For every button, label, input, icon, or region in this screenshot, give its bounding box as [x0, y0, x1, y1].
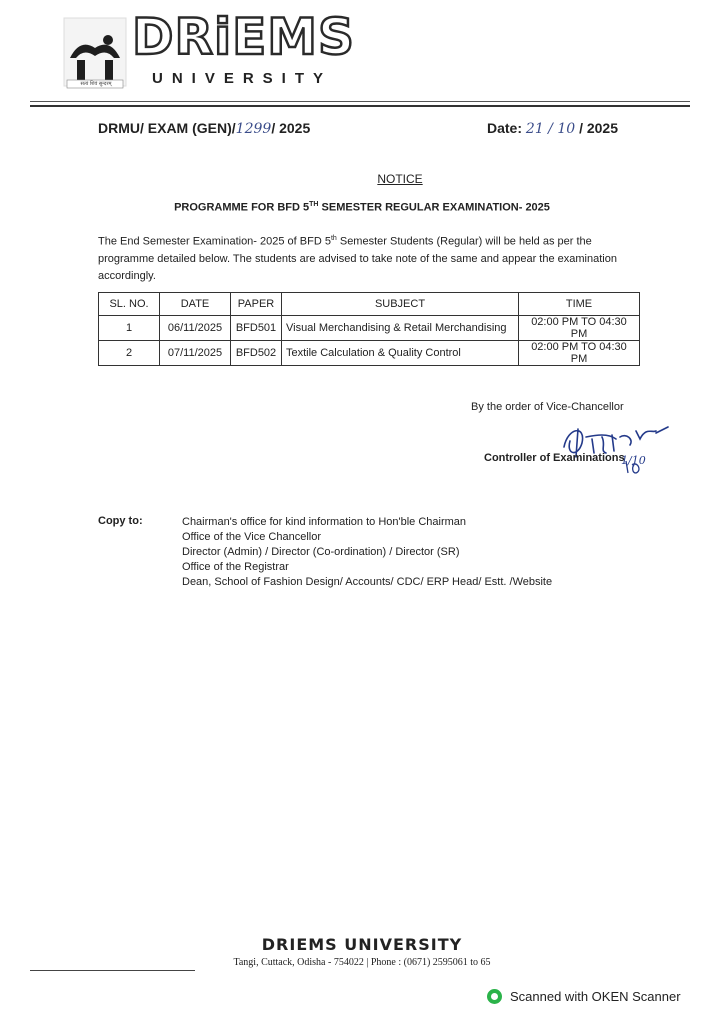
header-rule-bottom	[30, 105, 690, 107]
programme-heading-part2: SEMESTER REGULAR EXAMINATION- 2025	[318, 201, 550, 214]
oken-scanner-icon	[487, 989, 502, 1004]
notice-title: NOTICE	[377, 172, 423, 186]
ref-handwritten-number: 1299	[235, 121, 272, 137]
cell-subject: Textile Calculation & Quality Control	[282, 341, 519, 366]
col-header-subject: SUBJECT	[282, 293, 519, 316]
cell-slno: 1	[99, 316, 160, 341]
date-year: / 2025	[575, 120, 619, 136]
logo-subtitle: UNIVERSITY	[152, 70, 333, 87]
cell-paper: BFD502	[231, 341, 282, 366]
list-item: Dean, School of Fashion Design/ Accounts/ CDC/ ERP Head/ Estt. /Website	[182, 576, 553, 588]
intro-sup: th	[330, 235, 337, 242]
cell-paper: BFD501	[231, 316, 282, 341]
programme-heading-part1: PROGRAMME FOR BFD 5	[174, 201, 310, 214]
programme-heading	[0, 201, 724, 214]
col-header-date: DATE	[160, 293, 231, 316]
logo-wordmark: DRiEMS	[132, 8, 356, 66]
list-item: Office of the Registrar	[182, 561, 289, 573]
cell-date: 06/11/2025	[160, 316, 231, 341]
list-item: Director (Admin) / Director (Co-ordination) / Director (SR)	[182, 546, 460, 558]
date-sep: /	[543, 121, 558, 137]
date-label: Date:	[487, 120, 523, 136]
table-header-row	[99, 293, 640, 316]
list-item: Office of the Vice Chancellor	[182, 531, 322, 543]
emblem-caption: सत्यं शिवं सुन्दरम्	[80, 81, 112, 87]
cell-date: 07/11/2025	[160, 341, 231, 366]
footer-address: Tangi, Cuttack, Odisha - 754022 | Phone : (0671) 2595061 to 65	[233, 957, 491, 968]
scanner-text: Scanned with OKEN Scanner	[510, 989, 681, 1004]
signature-date: 1/10	[621, 454, 646, 467]
reference-number	[98, 120, 310, 137]
list-item: Chairman's office for kind information to Hon'ble Chairman	[182, 516, 467, 528]
copy-to-list	[182, 515, 552, 590]
intro-part2: Semester Students (Regular) will be held as per the programme detailed below. The students are advised to take note of the same and appear the examination accordingly.	[98, 235, 617, 282]
ref-suffix: / 2025	[271, 120, 311, 136]
controller-of-examinations: Controller of Examinations	[484, 452, 625, 464]
notice-date	[487, 120, 618, 137]
ref-prefix: DRMU/ EXAM (GEN)/	[98, 120, 236, 136]
table-row	[99, 341, 640, 366]
programme-heading-sup: TH	[309, 201, 319, 208]
date-month: 10	[557, 121, 576, 137]
col-header-time: TIME	[519, 293, 640, 316]
signature-icon	[556, 417, 696, 477]
footer-rule	[30, 970, 195, 971]
scanner-watermark	[487, 989, 681, 1004]
header-rule-top	[30, 101, 690, 102]
date-day: 21	[525, 121, 544, 137]
exam-schedule-table	[98, 292, 640, 366]
cell-slno: 2	[99, 341, 160, 366]
col-header-slno: SL. NO.	[99, 293, 160, 316]
cell-subject: Visual Merchandising & Retail Merchandising	[282, 316, 519, 341]
table-row	[99, 316, 640, 341]
cell-time: 02:00 PM TO 04:30 PM	[519, 341, 640, 366]
footer-university-name: DRIEMS UNIVERSITY	[261, 935, 463, 954]
cell-time: 02:00 PM TO 04:30 PM	[519, 316, 640, 341]
intro-paragraph	[98, 230, 638, 285]
copy-to-label: Copy to:	[98, 515, 143, 527]
col-header-paper: PAPER	[231, 293, 282, 316]
vc-order-line: By the order of Vice-Chancellor	[471, 401, 624, 413]
intro-part1: The End Semester Examination- 2025 of BFD 5	[98, 235, 331, 248]
